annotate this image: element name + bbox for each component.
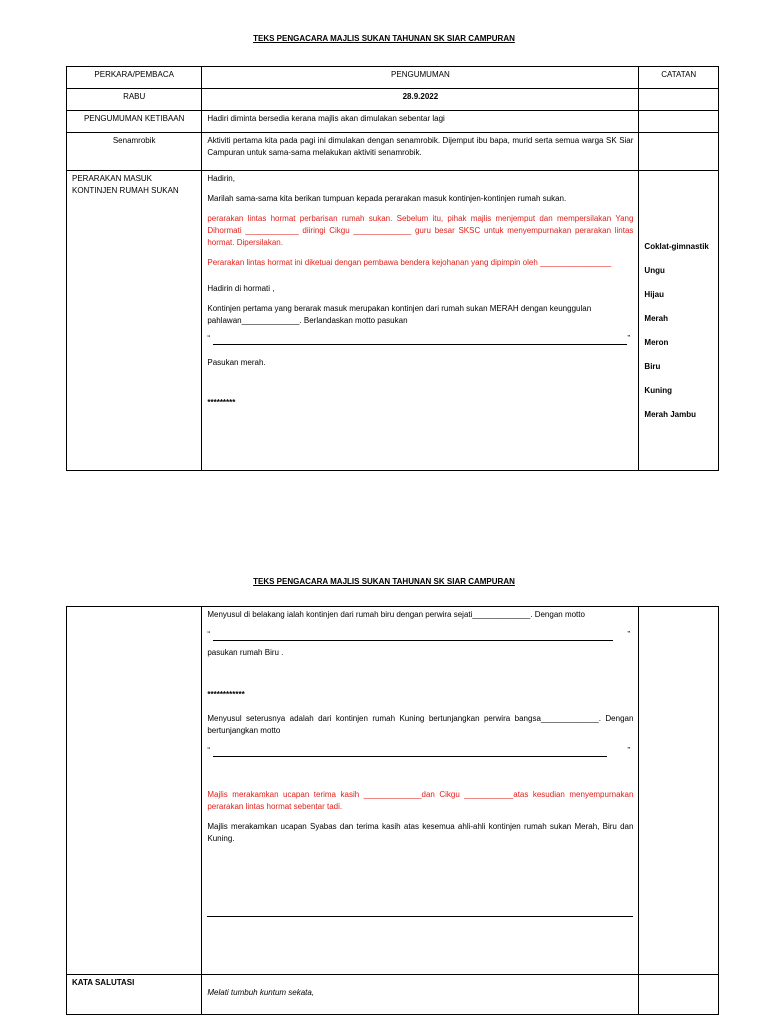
house-color-item: Biru: [644, 362, 661, 371]
header-catatan: CATATAN: [639, 67, 719, 89]
table-row: [67, 111, 719, 133]
announcement-paragraph: Hadirin,: [207, 174, 235, 183]
row-label: PENGUMUMAN KETIBAAN: [67, 111, 202, 133]
house-color-item: Kuning: [644, 386, 672, 395]
catatan-cell: [639, 133, 719, 171]
announcement-table: [66, 606, 719, 1015]
blank-underline: [207, 915, 633, 917]
row-label: [67, 607, 202, 975]
house-color-item: Coklat-gimnastik: [644, 242, 709, 251]
page-title: TEKS PENGACARA MAJLIS SUKAN TAHUNAN SK SIAR CAMPURAN: [253, 34, 515, 43]
announcement-cell: [202, 607, 639, 975]
blank-underline: [213, 748, 607, 757]
house-color-item: Merah Jambu: [644, 410, 696, 419]
catatan-cell: [639, 975, 719, 1015]
house-color-item: Meron: [644, 338, 669, 347]
announcement-paragraph: Melati tumbuh kuntum sekata,: [207, 988, 315, 997]
table-row: [67, 133, 719, 171]
announcement-paragraph-red: Majlis merakamkan ucapan terima kasih _____________dan Cikgu ___________atas kesudian menyempurnakan perarakan lintas hormat sebentar tadi.: [207, 790, 634, 811]
house-color-item: Ungu: [644, 266, 665, 275]
quote-open: “: [207, 746, 211, 755]
announcement-paragraph: Menyusul di belakang ialah kontinjen dari rumah biru dengan perwira sejati_____________. Dengan motto: [207, 610, 585, 619]
catatan-cell: [639, 171, 719, 471]
blank-underline: [213, 632, 613, 641]
house-color-list: [644, 241, 713, 421]
motto-blank-line: [207, 333, 633, 345]
announcement-paragraph: Majlis merakamkan ucapan Syabas dan terima kasih atas kesemua ahli-ahli kontinjen rumah sukan Merah, Biru dan Kuning.: [207, 822, 634, 843]
header-perkara: PERKARA/PEMBACA: [67, 67, 202, 89]
table-row: [67, 89, 719, 111]
announcement-paragraph: Pasukan merah.: [207, 358, 266, 367]
announcement-table: [66, 66, 719, 471]
announcement-paragraph: Hadirin di hormati ,: [207, 284, 275, 293]
quote-close: ”: [627, 630, 631, 639]
quote-open: “: [207, 630, 211, 639]
announcement-text: Aktiviti pertama kita pada pagi ini dimulakan dengan senamrobik. Dijemput ibu bapa, murid serta semua warga SK Siar Campuran untuk sama-sama melakukan aktiviti senamrobik.: [202, 133, 639, 171]
catatan-cell: [639, 607, 719, 975]
announcement-cell: [202, 975, 639, 1015]
announcement-text: Hadiri diminta bersedia kerana majlis akan dimulakan sebentar lagi: [202, 111, 639, 133]
header-pengumuman: PENGUMUMAN: [202, 67, 639, 89]
table-row: [67, 975, 719, 1015]
blank-underline: [213, 336, 627, 345]
row-label: KATA SALUTASI: [67, 975, 202, 1015]
announcement-paragraph-red: Perarakan lintas hormat ini diketuai dengan pembawa bendera kejohanan yang dipimpin oleh ________________: [207, 258, 612, 267]
catatan-cell: [639, 111, 719, 133]
announcement-paragraph-red: perarakan lintas hormat perbarisan rumah sukan. Sebelum itu, pihak majlis menjemput dan mempersilakan Yang Dihormati ____________ diiringi Cikgu _____________ guru besar SKSC untuk menyempurnakan perarakan lintas hormat. Dipersilakan.: [207, 214, 634, 247]
announcement-cell: [202, 171, 639, 471]
separator-stars: *********: [207, 398, 236, 407]
quote-close: ”: [627, 746, 631, 755]
motto-blank-line: [207, 745, 633, 757]
table-header-row: [67, 67, 719, 89]
announcement-paragraph: Kontinjen pertama yang berarak masuk merupakan kontinjen dari rumah sukan MERAH dengan keunggulan pahlawan_____________. Berlandaskan motto pasukan: [207, 304, 592, 325]
row-label: PERARAKAN MASUK KONTINJEN RUMAH SUKAN: [67, 171, 202, 471]
quote-close: ”: [627, 334, 631, 343]
table-row: [67, 607, 719, 975]
table-row: [67, 171, 719, 471]
row-label: Senamrobik: [67, 133, 202, 171]
announcement-paragraph: Marilah sama-sama kita berikan tumpuan kepada perarakan masuk kontinjen-kontinjen rumah sukan.: [207, 194, 567, 203]
house-color-item: Merah: [644, 314, 668, 323]
row-label: RABU: [67, 89, 202, 111]
motto-blank-line: [207, 629, 633, 641]
announcement-paragraph: pasukan rumah Biru .: [207, 648, 284, 657]
separator-stars: ************: [207, 690, 245, 699]
catatan-cell: [639, 89, 719, 111]
date-value: 28.9.2022: [202, 89, 639, 111]
quote-open: “: [207, 334, 211, 343]
house-color-item: Hijau: [644, 290, 664, 299]
page-title: TEKS PENGACARA MAJLIS SUKAN TAHUNAN SK SIAR CAMPURAN: [253, 577, 515, 586]
announcement-paragraph: Menyusul seterusnya adalah dari kontinjen rumah Kuning bertunjangkan perwira bangsa_____________. Dengan bertunjangkan motto: [207, 714, 634, 735]
